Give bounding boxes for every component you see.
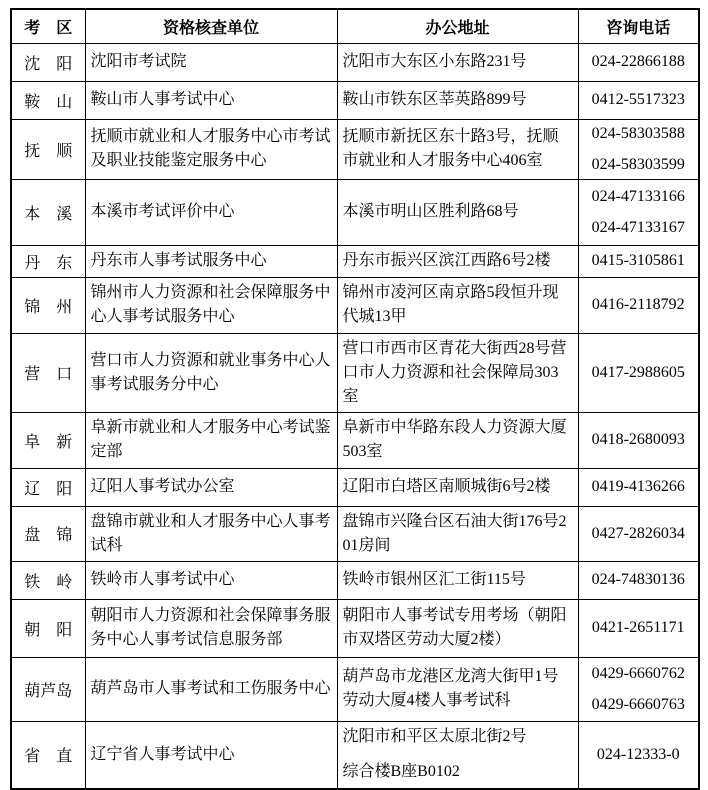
unit-cell: 丹东市人事考试服务中心 — [85, 245, 337, 277]
unit-cell: 沈阳市考试院 — [85, 43, 337, 81]
address-cell — [337, 506, 578, 561]
unit-cell: 盘锦市就业和人才服务中心人事考试科 — [85, 506, 337, 561]
phone-number-2: 024-58303599 — [591, 155, 685, 173]
address-cell — [337, 657, 578, 721]
address-line: 铁岭市银州区汇工街115号 — [342, 571, 526, 588]
table-row — [11, 468, 699, 506]
phone-cell — [578, 81, 699, 119]
phone-number: 0427-2826034 — [591, 524, 685, 542]
table-row — [11, 277, 699, 333]
region-cell: 营 口 — [11, 333, 85, 412]
region-cell: 省 直 — [11, 721, 85, 789]
address-line: 沈阳市大东区小东路231号 — [342, 53, 527, 70]
phone-number: 0421-2651171 — [591, 619, 685, 636]
address-cell — [337, 277, 578, 333]
phone-cell — [578, 245, 699, 277]
unit-cell: 朝阳市人力资源和社会保障事务服务中心人事考试信息服务部 — [85, 599, 337, 657]
column-header-phone: 咨询电话 — [578, 9, 699, 43]
region-cell: 铁 岭 — [11, 561, 85, 599]
phone-number: 0412-5517323 — [591, 91, 685, 108]
address-line: 鞍山市铁东区莘英路899号 — [342, 91, 527, 108]
address-line: 阜新市中华路东段人力资源大厦503室 — [342, 419, 567, 460]
unit-cell: 葫芦岛市人事考试和工伤服务中心 — [85, 657, 337, 721]
region-cell: 锦 州 — [11, 277, 85, 333]
column-header-address: 办公地址 — [337, 9, 578, 43]
region-cell: 阜 新 — [11, 412, 85, 468]
table-row — [11, 561, 699, 599]
table-row — [11, 599, 699, 657]
unit-cell: 锦州市人力资源和社会保障服务中心人事考试服务中心 — [85, 277, 337, 333]
header-row — [11, 9, 699, 43]
phone-number: 024-47133166 — [591, 187, 685, 205]
unit-cell: 阜新市就业和人才服务中心考试鉴定部 — [85, 412, 337, 468]
region-cell: 鞍 山 — [11, 81, 85, 119]
address-line: 丹东市振兴区滨江西路6号2楼 — [342, 252, 551, 269]
table-row — [11, 721, 699, 789]
unit-cell: 鞍山市人事考试中心 — [85, 81, 337, 119]
address-cell — [337, 119, 578, 179]
address-line: 朝阳市人事考试专用考场（朝阳市双塔区劳动大厦2楼） — [342, 607, 567, 648]
phone-cell — [578, 657, 699, 721]
address-line: 葫芦岛市龙港区龙湾大街甲1号劳动大厦4楼人事考试科 — [342, 668, 559, 709]
unit-cell: 营口市人力资源和就业事务中心人事考试服务分中心 — [85, 333, 337, 412]
table-row — [11, 412, 699, 468]
phone-cell — [578, 721, 699, 789]
phone-number: 0416-2118792 — [591, 296, 685, 313]
address-line: 盘锦市兴隆台区石油大街176号201房间 — [342, 512, 567, 554]
phone-number-2: 0429-6660763 — [591, 695, 685, 713]
phone-cell — [578, 43, 699, 81]
phone-cell — [578, 277, 699, 333]
phone-cell — [578, 468, 699, 506]
column-header-region: 考 区 — [11, 9, 85, 43]
address-line: 抚顺市新抚区东十路3号，抚顺市就业和人才服务中心406室 — [342, 128, 559, 169]
phone-number: 0419-4136266 — [591, 478, 685, 495]
table-row — [11, 657, 699, 721]
phone-cell — [578, 412, 699, 468]
address-line: 本溪市明山区胜利路68号 — [342, 203, 519, 220]
address-line: 锦州市凌河区南京路5段恒升现代城13甲 — [342, 284, 559, 325]
address-cell — [337, 245, 578, 277]
address-cell — [337, 721, 578, 789]
region-cell: 本 溪 — [11, 179, 85, 245]
address-cell — [337, 468, 578, 506]
unit-cell: 本溪市考试评价中心 — [85, 179, 337, 245]
address-cell — [337, 179, 578, 245]
table-row — [11, 119, 699, 179]
unit-cell: 抚顺市就业和人才服务中心市考试及职业技能鉴定服务中心 — [85, 119, 337, 179]
phone-cell — [578, 599, 699, 657]
table-row — [11, 43, 699, 81]
table-row — [11, 506, 699, 561]
phone-number: 0417-2988605 — [591, 363, 685, 381]
verification-units-table — [10, 8, 700, 790]
phone-cell — [578, 561, 699, 599]
phone-number: 0418-2680093 — [591, 431, 685, 448]
address-cell — [337, 43, 578, 81]
phone-cell — [578, 506, 699, 561]
phone-number: 024-22866188 — [591, 53, 685, 70]
region-cell: 辽 阳 — [11, 468, 85, 506]
table-row — [11, 81, 699, 119]
address-cell — [337, 81, 578, 119]
table-row — [11, 179, 699, 245]
region-cell: 丹 东 — [11, 245, 85, 277]
address-line-2: 综合楼B座B0102 — [342, 763, 460, 781]
phone-cell — [578, 179, 699, 245]
address-cell — [337, 412, 578, 468]
region-cell: 葫芦岛 — [11, 657, 85, 721]
address-cell — [337, 599, 578, 657]
phone-number: 024-12333-0 — [596, 745, 680, 763]
phone-number-2: 024-47133167 — [591, 218, 685, 236]
region-cell: 沈 阳 — [11, 43, 85, 81]
region-cell: 盘 锦 — [11, 506, 85, 561]
address-line: 营口市西市区青花大街西28号营口市人力资源和社会保障局303室 — [342, 339, 567, 405]
address-cell — [337, 333, 578, 412]
region-cell: 抚 顺 — [11, 119, 85, 179]
phone-number: 0429-6660762 — [591, 664, 685, 682]
table-row — [11, 245, 699, 277]
phone-number: 0415-3105861 — [591, 252, 685, 269]
table-row — [11, 333, 699, 412]
address-cell — [337, 561, 578, 599]
region-cell: 朝 阳 — [11, 599, 85, 657]
phone-number: 024-58303588 — [591, 124, 685, 142]
phone-cell — [578, 119, 699, 179]
unit-cell: 辽宁省人事考试中心 — [85, 721, 337, 789]
unit-cell: 辽阳人事考试办公室 — [85, 468, 337, 506]
address-line: 辽阳市白塔区南顺城街6号2楼 — [342, 478, 551, 495]
address-line: 沈阳市和平区太原北街2号 — [342, 728, 527, 746]
phone-cell — [578, 333, 699, 412]
column-header-unit: 资格核查单位 — [85, 9, 337, 43]
unit-cell: 铁岭市人事考试中心 — [85, 561, 337, 599]
phone-number: 024-74830136 — [591, 571, 685, 588]
